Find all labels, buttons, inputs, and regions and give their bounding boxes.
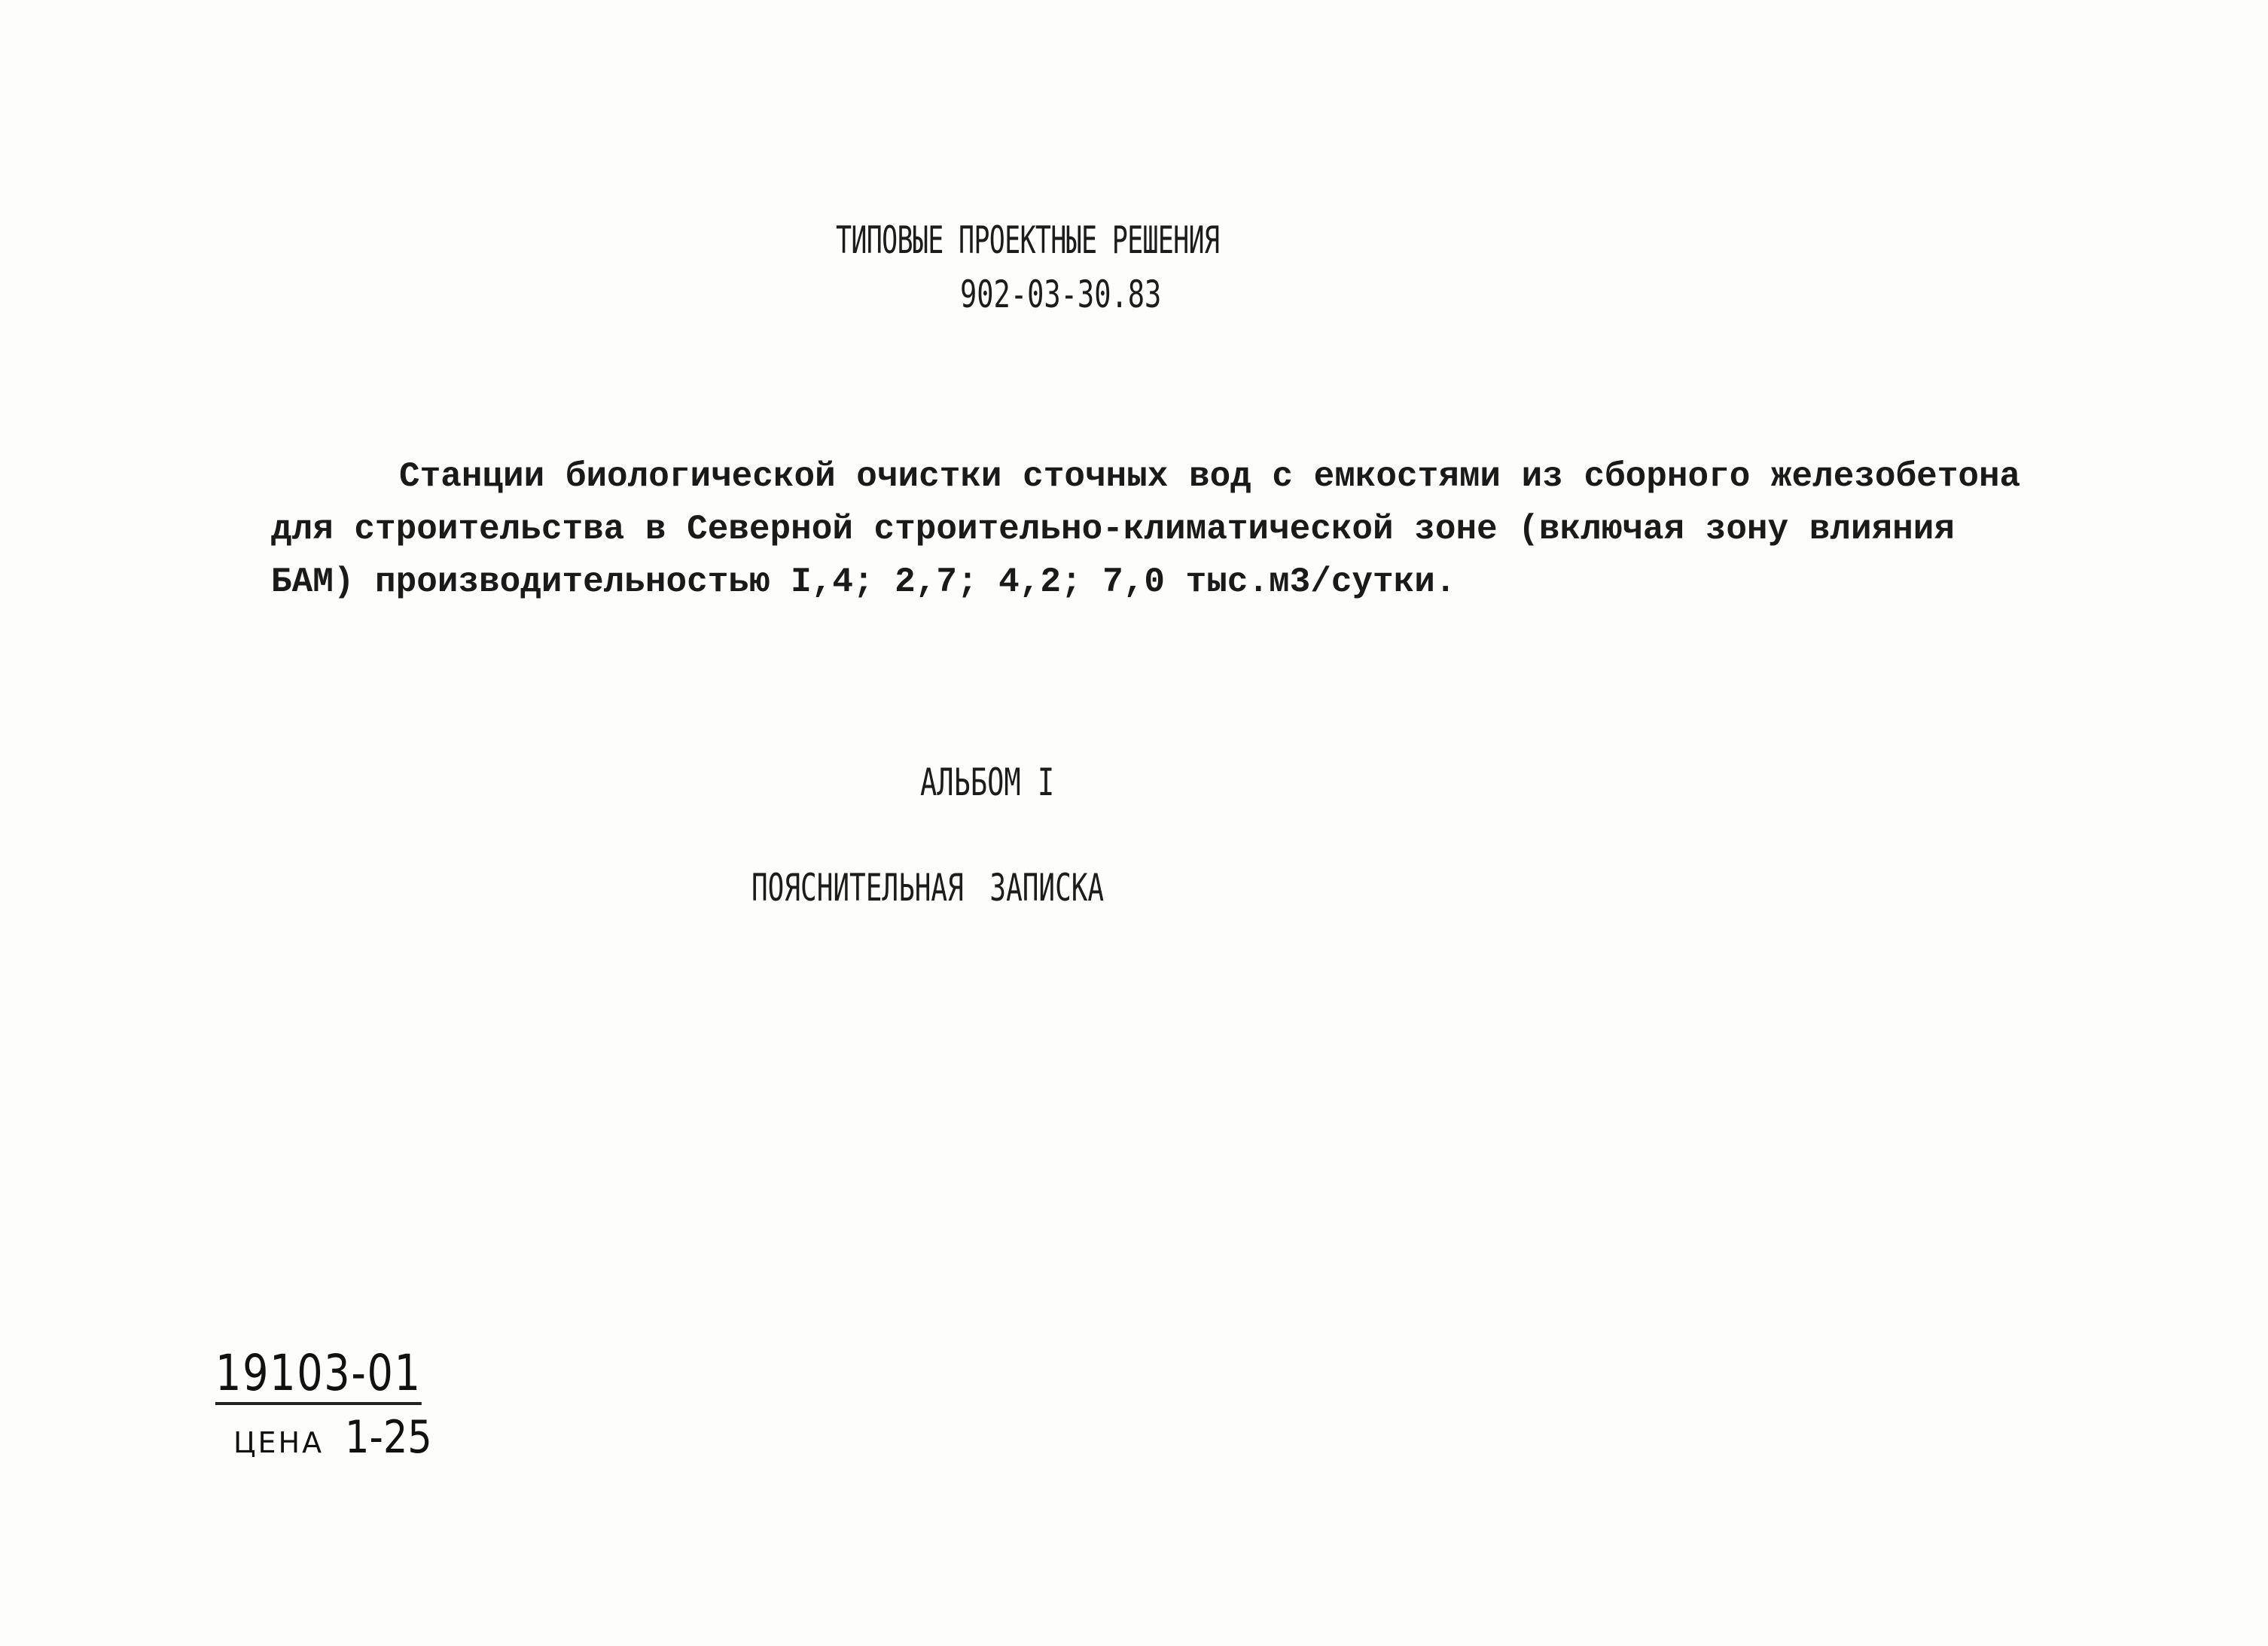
- catalog-stamp: [215, 1346, 467, 1464]
- description-line-1: Станции биологической очистки сточных вод с емкостями из сборного железобетона: [399, 457, 2021, 496]
- album-subtitle: ПОЯСНИТЕЛЬНАЯ ЗАПИСКА: [751, 866, 1105, 910]
- description-line-3: БАМ) производительностью I,4; 2,7; 4,2; 7,0 тыс.м3/сутки.: [271, 562, 1456, 602]
- price-value: 1-25: [345, 1411, 432, 1464]
- series-code: 902-03-30.83: [960, 273, 1162, 316]
- description-line-2: для строительства в Северной строительно-климатической зоне (включая зону влияния: [271, 510, 1955, 549]
- album-title: АЛЬБОМ I: [920, 761, 1055, 804]
- catalog-number: 19103-01: [215, 1346, 422, 1405]
- price-line: [215, 1411, 467, 1464]
- price-label: ЦЕНА: [233, 1426, 325, 1459]
- series-title: ТИПОВЫЕ ПРОЕКТНЫЕ РЕШЕНИЯ: [836, 218, 1220, 262]
- project-description: [271, 450, 2048, 608]
